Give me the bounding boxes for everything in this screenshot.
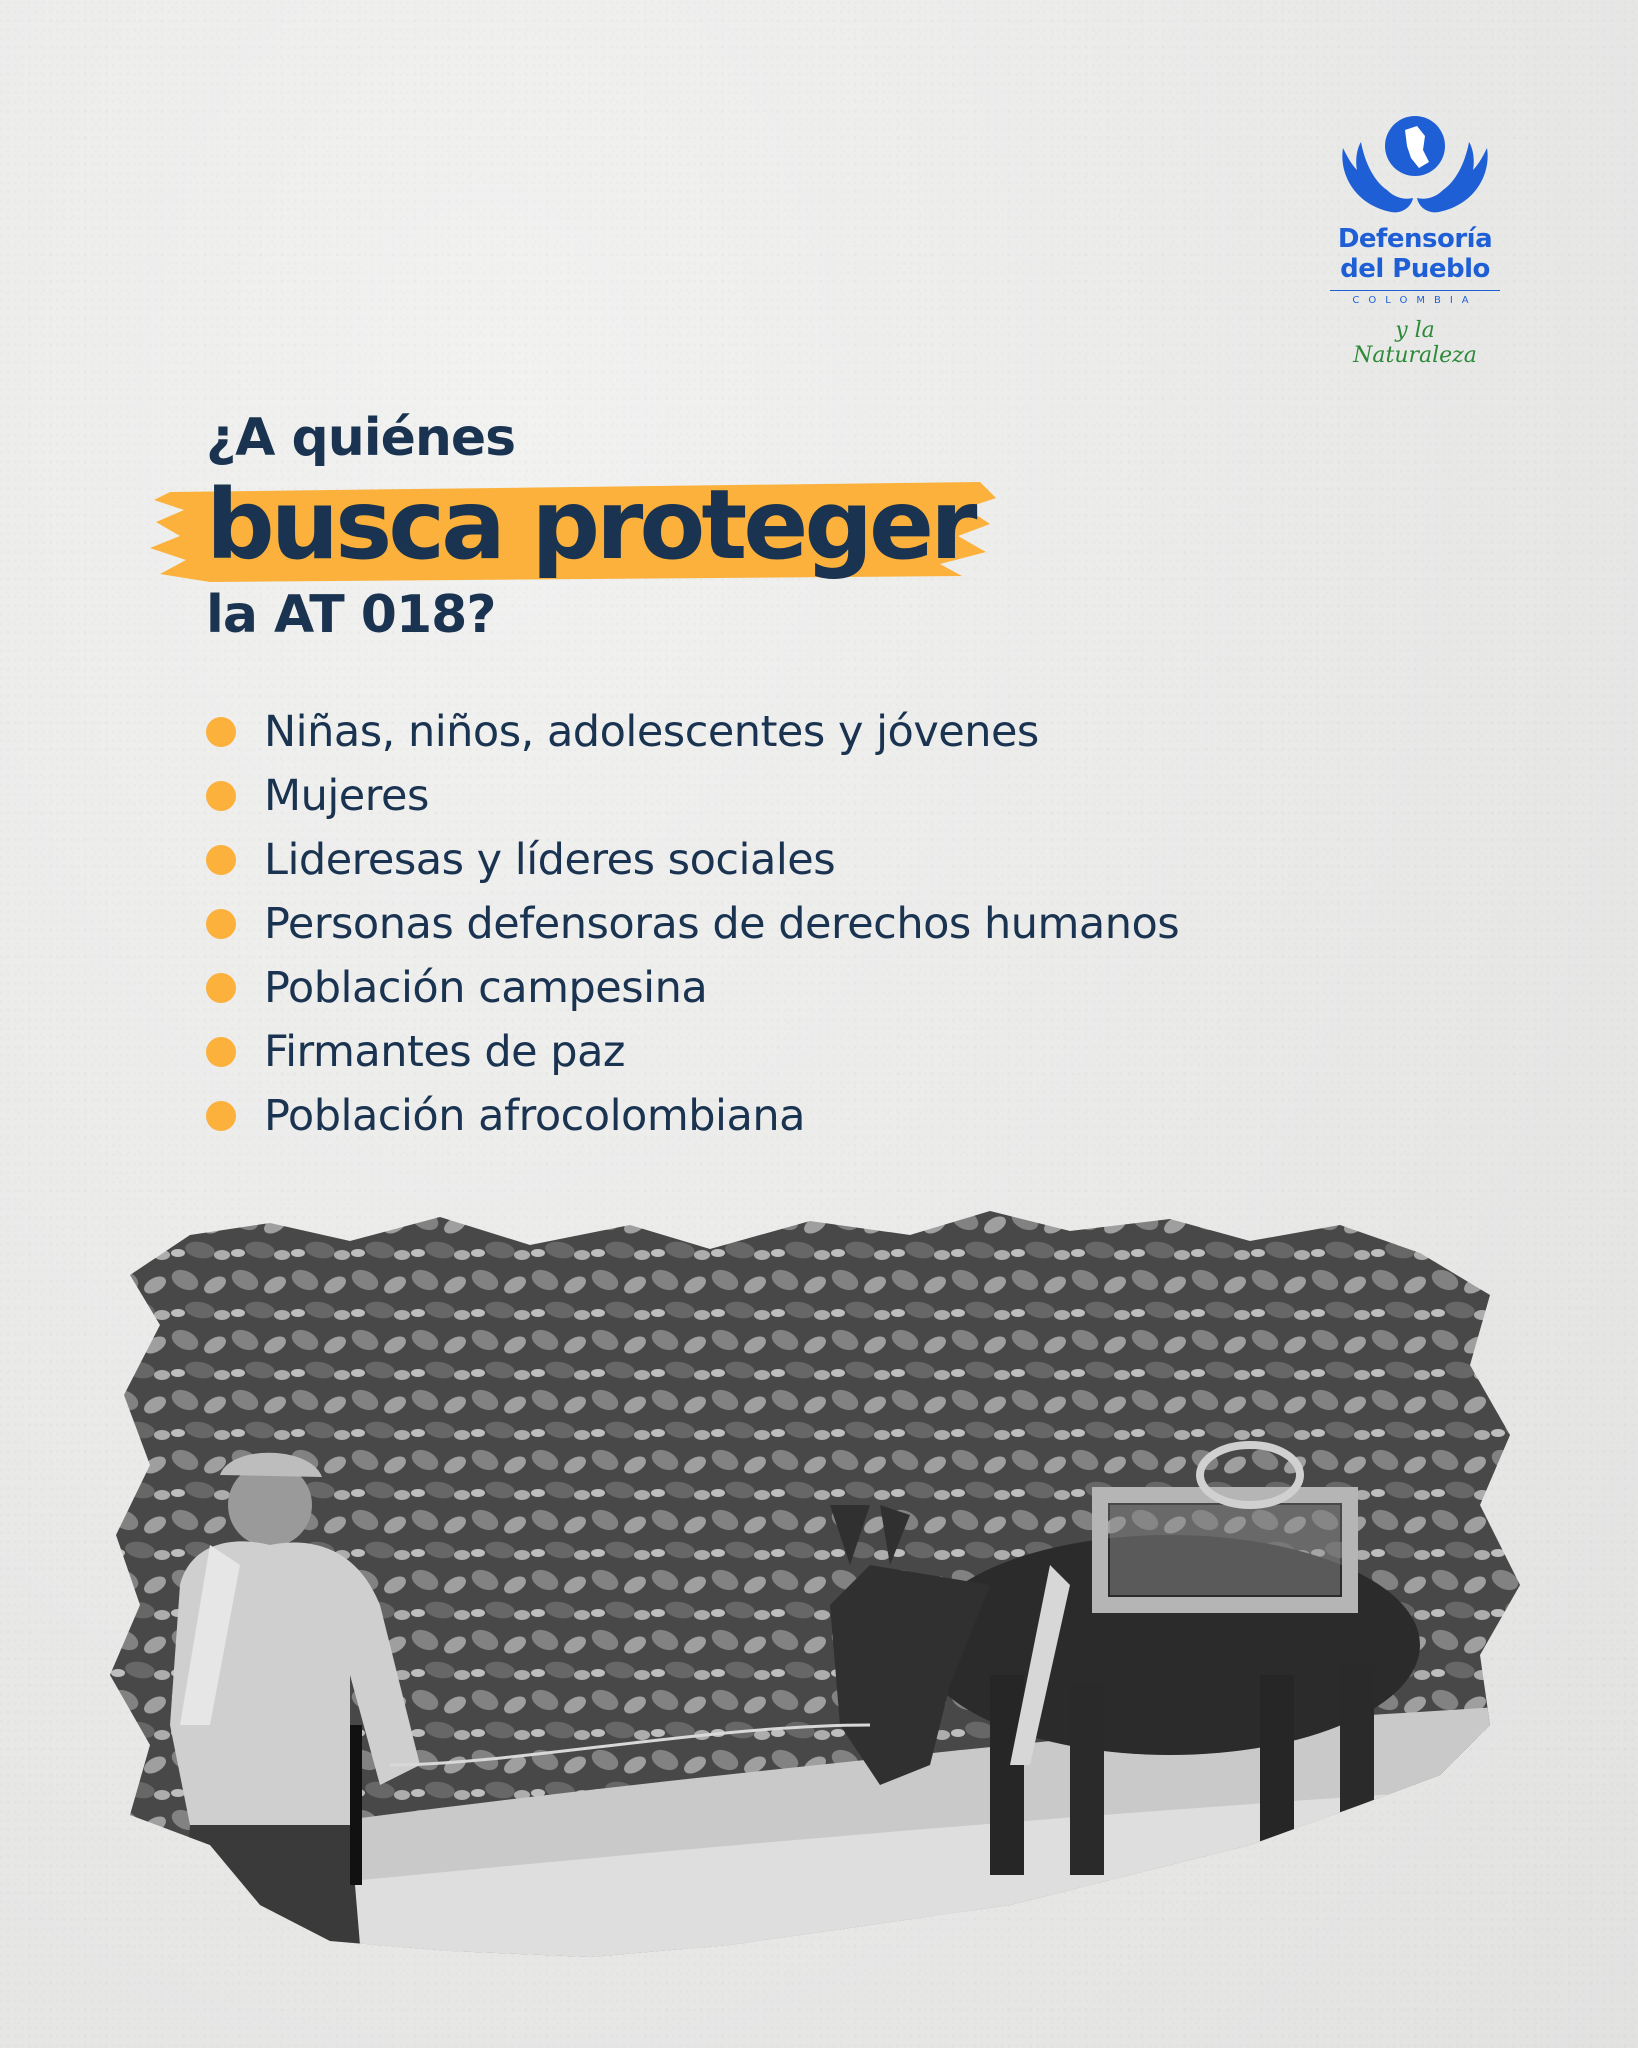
logo-tagline: y la Naturaleza: [1353, 318, 1477, 368]
headline-line2: busca proteger: [206, 469, 974, 581]
list-item-label: Población campesina: [264, 963, 708, 1013]
list-item: [206, 1084, 1179, 1148]
bullet-dot: [206, 1037, 236, 1067]
logo-title-line1: Defensoría: [1337, 224, 1493, 254]
list-item-label: Mujeres: [264, 771, 429, 821]
list-item: [206, 1020, 1179, 1084]
headline-line3: la AT 018?: [206, 585, 496, 645]
list-item-label: Firmantes de paz: [264, 1027, 625, 1077]
headline-line1: ¿A quiénes: [206, 408, 516, 468]
list-item-label: Lideresas y líderes sociales: [264, 835, 836, 885]
list-item: [206, 828, 1179, 892]
farmer-with-mule-photo: [110, 1205, 1530, 1965]
logo-country: COLOMBIA: [1330, 290, 1500, 306]
bullet-dot: [206, 845, 236, 875]
list-item-label: Personas defensoras de derechos humanos: [264, 899, 1180, 949]
bullet-dot: [206, 717, 236, 747]
list-item-label: Población afrocolombiana: [264, 1091, 805, 1141]
defensoria-logo: [1330, 112, 1500, 368]
hands-dove-emblem-icon: [1335, 112, 1495, 224]
list-item: [206, 700, 1179, 764]
list-item: [206, 956, 1179, 1020]
bullet-dot: [206, 781, 236, 811]
bullet-dot: [206, 1101, 236, 1131]
list-item: [206, 892, 1179, 956]
bullet-dot: [206, 909, 236, 939]
protected-groups-list: [206, 700, 1179, 1148]
list-item-label: Niñas, niños, adolescentes y jóvenes: [264, 707, 1039, 757]
list-item: [206, 764, 1179, 828]
logo-title-line2: del Pueblo: [1340, 254, 1490, 284]
bullet-dot: [206, 973, 236, 1003]
